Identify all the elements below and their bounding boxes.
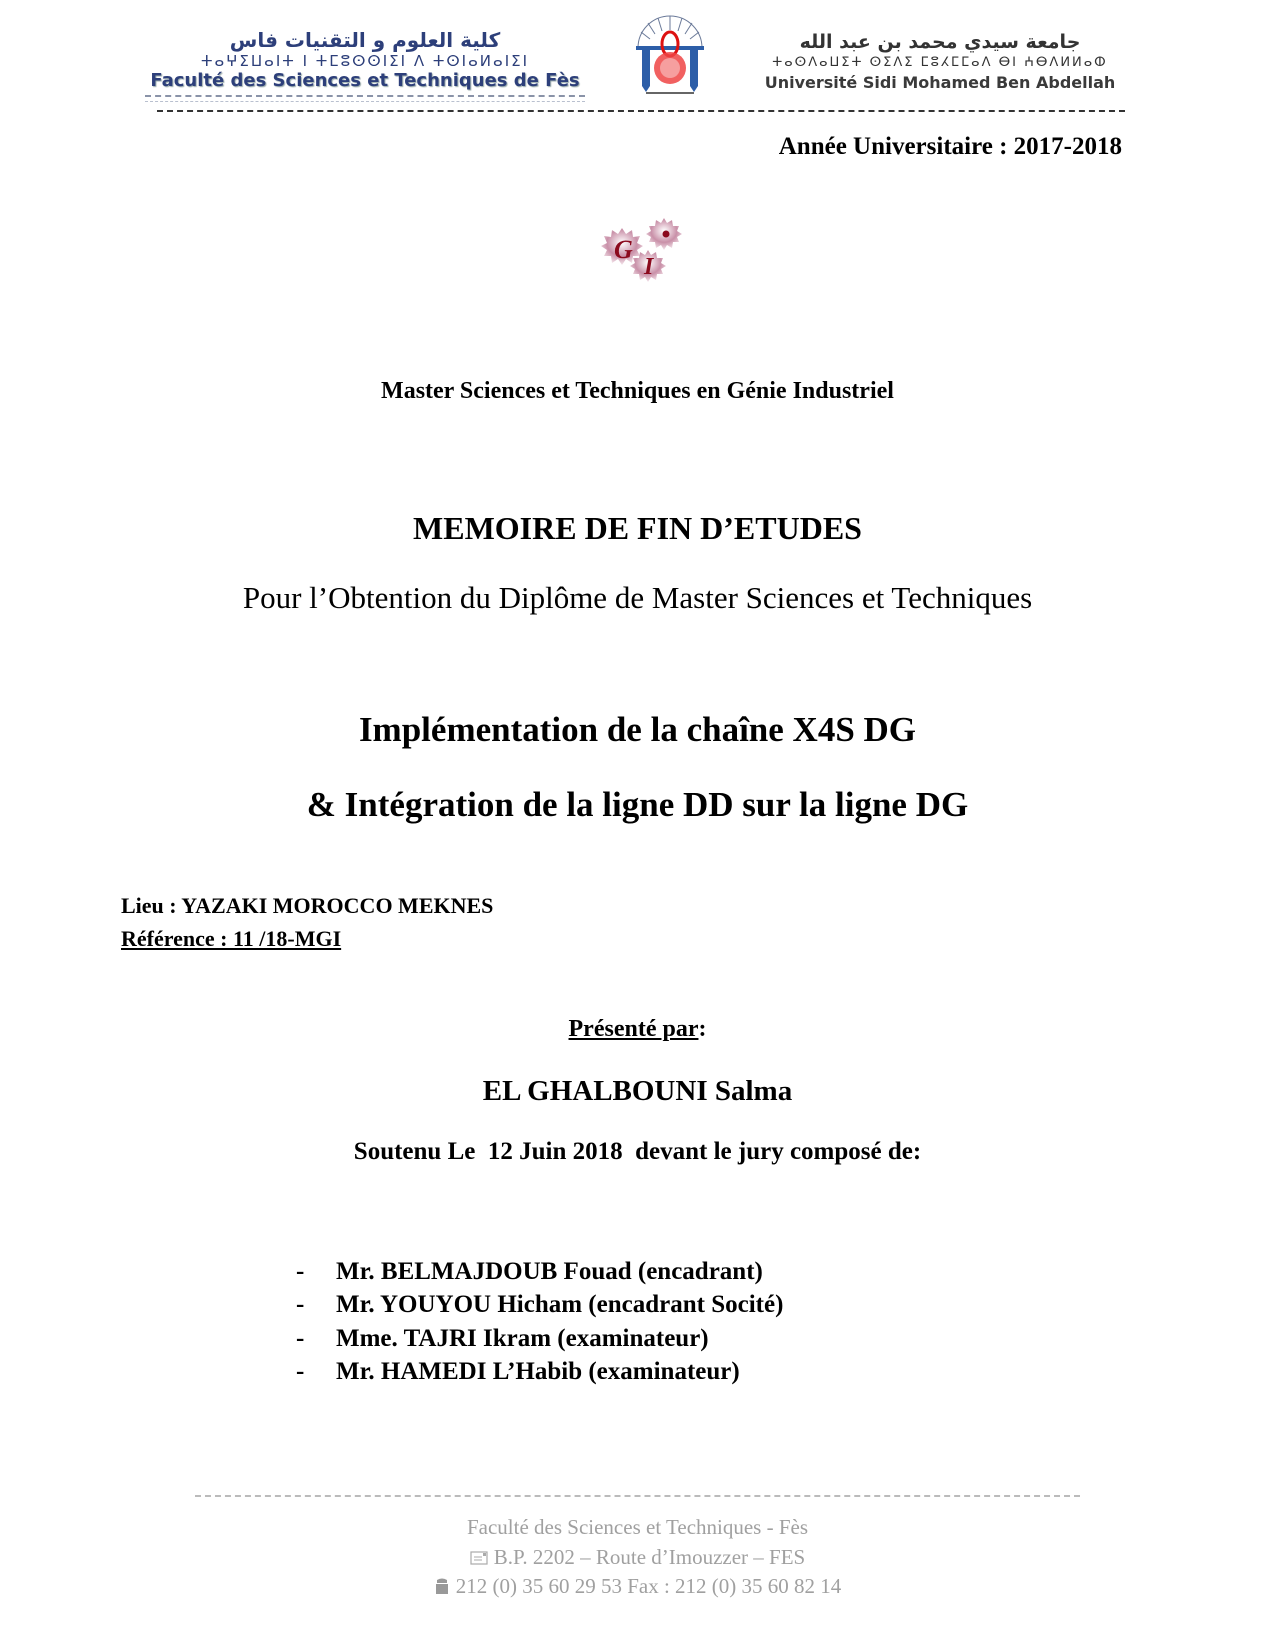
- footer-phone-text: 212 (0) 35 60 29 53 Fax : 212 (0) 35 60 82 14: [455, 1574, 842, 1598]
- mail-icon: [470, 1547, 488, 1572]
- jury-member: [296, 1356, 783, 1390]
- footer-institution: Faculté des Sciences et Techniques - Fès: [466, 1515, 809, 1539]
- jury-member-name: Mr. HAMEDI L’Habib (examinateur): [336, 1358, 740, 1386]
- svg-text:I: I: [644, 254, 654, 280]
- university-emblem-icon: [628, 8, 712, 98]
- jury-member: [296, 1322, 783, 1356]
- footer-phone: [0, 1574, 1275, 1601]
- presented-by-text: Présenté par: [568, 1016, 699, 1042]
- gi-gear-logo-icon: [600, 218, 690, 290]
- footer-address: [0, 1545, 1275, 1572]
- header-divider: [157, 110, 1125, 112]
- presented-by-colon: :: [698, 1016, 707, 1042]
- list-bullet: -: [296, 1257, 305, 1285]
- jury-member-name: Mme. TAJRI Ikram (examinateur): [336, 1324, 709, 1352]
- list-bullet: -: [296, 1358, 305, 1386]
- footer-address-text: B.P. 2202 – Route d’Imouzzer – FES: [493, 1545, 806, 1569]
- list-bullet: -: [296, 1324, 305, 1352]
- jury-member-name: Mr. YOUYOU Hicham (encadrant Socité): [336, 1291, 784, 1319]
- thesis-title-line-1: Implémentation de la chaîne X4S DG: [358, 710, 917, 749]
- footer-divider: [195, 1495, 1080, 1497]
- faculty-name-french: Faculté des Sciences et Techniques de Fès: [150, 70, 580, 91]
- jury-member: [296, 1289, 783, 1323]
- jury-member-name: Mr. BELMAJDOUB Fouad (encadrant): [336, 1257, 763, 1285]
- university-name-french: Université Sidi Mohamed Ben Abdellah: [764, 73, 1116, 92]
- jury-member: [296, 1255, 783, 1289]
- faculty-header: [140, 28, 590, 102]
- thesis-title-line-2: & Intégration de la ligne DD sur la ligne DG: [306, 785, 969, 824]
- location: Lieu : YAZAKI MOROCCO MEKNES: [121, 893, 494, 918]
- university-name-arabic: جامعة سيدي محمد بن عبد الله: [799, 31, 1081, 53]
- document-purpose: Pour l’Obtention du Diplôme de Master Sciences et Techniques: [242, 580, 1033, 615]
- academic-year: Année Universitaire : 2017-2018: [778, 133, 1122, 160]
- svg-text:G: G: [614, 235, 633, 264]
- list-bullet: -: [296, 1291, 305, 1319]
- faculty-name-tifinagh: ⵜⴰⵖⵉⵡⴰⵏⵜ ⵏ ⵜⵎⵓⵙⵙⵏⵉⵏ ⴷ ⵜⵙⵏⴰⵍⴰⵏⵉⵏ: [200, 52, 530, 70]
- faculty-decorative-rule: [145, 95, 585, 102]
- faculty-name-arabic: كلية العلوم و التقنيات فاس: [229, 28, 501, 52]
- reference: Référence : 11 /18-MGI: [121, 926, 342, 951]
- jury-list: [296, 1255, 783, 1389]
- telephone-icon: [434, 1576, 450, 1601]
- program-name: Master Sciences et Techniques en Génie Industriel: [381, 378, 894, 404]
- author-name: EL GHALBOUNI Salma: [482, 1075, 793, 1107]
- university-name-tifinagh: ⵜⴰⵙⴷⴰⵡⵉⵜ ⵙⵉⴷⵉ ⵎⵓⵃⵎⵎⴰⴷ ⴱⵏ ⵄⴱⴷⵍⵍⴰⵀ: [772, 55, 1108, 70]
- university-header: [745, 30, 1135, 94]
- defense-statement: Soutenu Le 12 Juin 2018 devant le jury composé de:: [353, 1138, 922, 1165]
- presented-by-label: [0, 1016, 1275, 1043]
- document-type: MEMOIRE DE FIN D’ETUDES: [413, 510, 862, 546]
